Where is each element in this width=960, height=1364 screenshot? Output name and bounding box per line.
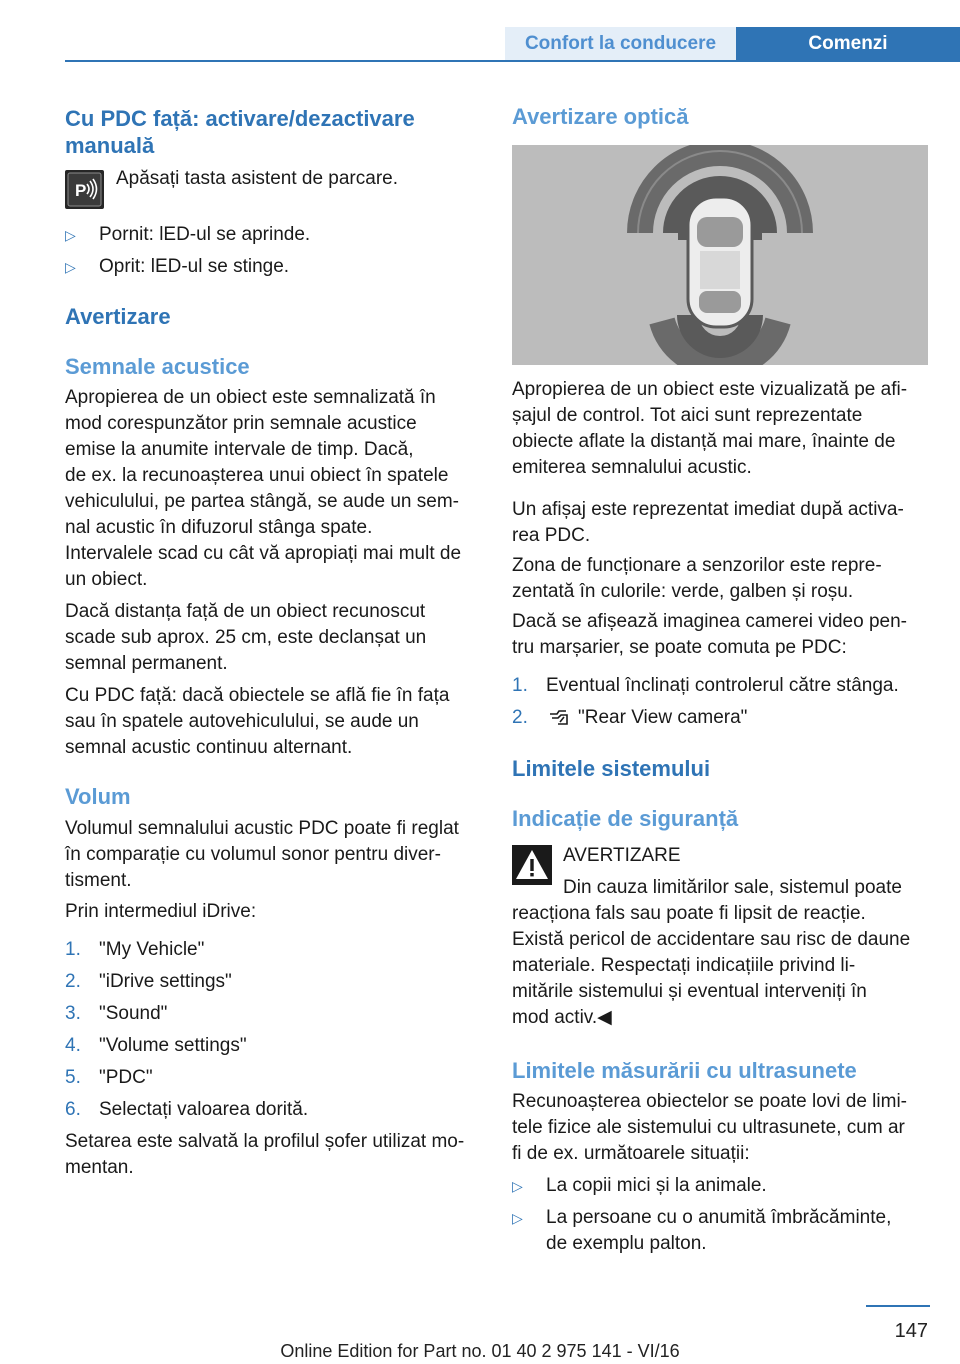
step-text: Eventual înclinați controlerul către stânga. <box>546 675 899 696</box>
parking-assistant-key-icon <box>65 170 104 209</box>
list-item-text <box>546 1205 928 1257</box>
text-line: Apropierea de un obiect este vizualizată pe afi‐ <box>512 379 908 400</box>
pdc-display-illustration <box>512 145 928 365</box>
ultrasound-heading: Limitele măsurării cu ultrasunete <box>512 1058 857 1083</box>
text-line: șajul de control. Tot aici sunt reprezentate <box>512 405 863 426</box>
text-line: Dacă distanța față de un obiect recunoscut <box>65 601 426 622</box>
step-number: 2. <box>512 707 528 728</box>
acoustic-paragraph-1 <box>65 385 480 541</box>
text-line: Cu PDC față: dacă obiectele se află fie în fața <box>65 685 450 706</box>
list-item <box>65 222 480 248</box>
text-line: tisment. <box>65 870 132 891</box>
press-button-text: Apăsați tasta asistent de parcare. <box>116 168 398 189</box>
volume-paragraph-2: Prin intermediul iDrive: <box>65 901 257 922</box>
list-item <box>512 1173 928 1199</box>
optical-paragraph-2 <box>512 497 928 549</box>
text-line: tru marșarier, se poate comuta pe PDC: <box>512 637 847 658</box>
step-text: "Sound" <box>99 1003 168 1024</box>
text-line: Dacă se afișează imaginea camerei video pen‐ <box>512 611 907 632</box>
text-line: Intervalele scad cu cât vă apropiați mai mult de <box>65 543 462 564</box>
optical-paragraph-3 <box>512 553 928 605</box>
text-line: vehiculului, pe partea stângă, se aude un sem‐ <box>65 491 459 512</box>
footer-edition: Online Edition for Part no. 01 40 2 975 141 - VI/16 <box>280 1341 680 1361</box>
text-line: de ex. la recunoașterea unui obiect în spatele <box>65 465 449 486</box>
text-line: mod corespunzător prin semnale acustice <box>65 413 417 434</box>
step-text: "PDC" <box>99 1067 153 1088</box>
camera-menu-icon <box>548 708 570 728</box>
text-line: sau în spatele autovehiculului, se aude un <box>65 711 419 732</box>
warning-label: AVERTIZARE <box>563 845 681 866</box>
pdc-front-heading <box>65 105 480 159</box>
text-line: de exemplu palton. <box>546 1233 707 1254</box>
step-number: 3. <box>65 1003 81 1024</box>
text-line: mitările sistemului și eventual interveniți în <box>512 981 867 1002</box>
text-line: Setarea este salvată la profilul șofer utilizat mo‐ <box>65 1131 465 1152</box>
text-line: mentan. <box>65 1157 134 1178</box>
list-item-text: La copii mici și la animale. <box>546 1175 767 1196</box>
step-number: 4. <box>65 1035 81 1056</box>
text-line: în comparație cu volumul sonor pentru diver‐ <box>65 844 441 865</box>
acoustic-paragraph-3 <box>65 599 480 677</box>
safety-heading: Indicație de siguranță <box>512 806 739 831</box>
text-line: semnal permanent. <box>65 653 228 674</box>
limits-heading: Limitele sistemului <box>512 756 711 781</box>
optical-paragraph-4 <box>512 609 928 661</box>
acoustic-paragraph-2 <box>65 541 480 593</box>
text-line: emise la anumite intervale de timp. Dacă, <box>65 439 414 460</box>
text-line: scade sub aprox. 25 cm, este declanșat un <box>65 627 427 648</box>
text-line: La persoane cu o anumită îmbrăcăminte, <box>546 1207 892 1228</box>
list-item <box>512 1205 928 1257</box>
step-item <box>65 937 480 963</box>
text-line: Există pericol de accidentare sau risc de daune <box>512 929 911 950</box>
text-line: emiterea semnalului acustic. <box>512 457 752 478</box>
step-item <box>65 1065 480 1091</box>
text-line: Volumul semnalului acustic PDC poate fi reglat <box>65 818 459 839</box>
acoustic-heading: Semnale acustice <box>65 354 250 379</box>
step-item <box>65 1097 480 1123</box>
text-line: Zona de funcționare a senzorilor este repre‐ <box>512 555 882 576</box>
step-item <box>512 673 928 699</box>
warning-heading: Avertizare <box>65 304 171 329</box>
list-item-text: Oprit: lED-ul se stinge. <box>99 256 290 277</box>
heading-line: Cu PDC față: activare/dezactivare <box>65 106 415 131</box>
step-number: 1. <box>512 675 528 696</box>
step-text: "iDrive settings" <box>99 971 232 992</box>
page-number: 147 <box>894 1320 928 1342</box>
text-line: mod activ.◀ <box>512 1007 612 1028</box>
heading-line: manuală <box>65 133 155 158</box>
text-line: obiecte aflate la distanță mai mare, înainte de <box>512 431 896 452</box>
header-rule <box>65 60 960 62</box>
optical-paragraph-1 <box>512 377 928 481</box>
svg-text:P: P <box>75 181 87 200</box>
text-line: Apropierea de un obiect este semnalizată în <box>65 387 436 408</box>
step-item <box>65 1033 480 1059</box>
warning-first-line: Din cauza limitărilor sale, sistemul poate <box>563 877 902 898</box>
text-line: fi de ex. următoarele situații: <box>512 1143 750 1164</box>
text-line: rea PDC. <box>512 525 591 546</box>
text-line: Un afișaj este reprezentat imediat după activa‐ <box>512 499 904 520</box>
text-line: reacționa fals sau poate fi lipsit de reacție. <box>512 903 866 924</box>
step-text: "My Vehicle" <box>99 939 205 960</box>
triangle-bullet-icon: ▷ <box>512 1178 523 1194</box>
list-item-text: Pornit: lED-ul se aprinde. <box>99 224 311 245</box>
step-text: "Volume settings" <box>99 1035 247 1056</box>
text-line: tele fizice ale sistemului cu ultrasunete, cum ar <box>512 1117 905 1138</box>
step-number: 1. <box>65 939 81 960</box>
text-line: zentată în culorile: verde, galben și roșu. <box>512 581 854 602</box>
text-line: semnal acustic continuu alternant. <box>65 737 353 758</box>
header-tab-section: Confort la conducere <box>505 27 736 61</box>
triangle-bullet-icon: ▷ <box>65 259 76 275</box>
list-item <box>65 254 480 280</box>
warning-triangle-icon <box>512 845 552 885</box>
step-number: 5. <box>65 1067 81 1088</box>
ultrasound-paragraph <box>512 1089 928 1167</box>
footer-rule <box>866 1305 930 1307</box>
text-line: un obiect. <box>65 569 148 590</box>
acoustic-paragraph-4 <box>65 683 480 761</box>
step-number: 6. <box>65 1099 81 1120</box>
step-item <box>65 1001 480 1027</box>
volume-heading: Volum <box>65 784 131 809</box>
warning-text <box>512 901 928 1031</box>
triangle-bullet-icon: ▷ <box>65 227 76 243</box>
step-text: Selectați valoarea dorită. <box>99 1099 309 1120</box>
step-item <box>512 705 928 731</box>
header-tab-chapter: Comenzi <box>736 27 960 61</box>
triangle-bullet-icon: ▷ <box>512 1210 523 1226</box>
text-line: nal acustic în difuzorul stânga spate. <box>65 517 373 538</box>
step-item <box>65 969 480 995</box>
step-number: 2. <box>65 971 81 992</box>
step-text: "Rear View camera" <box>578 707 748 728</box>
text-line: materiale. Respectați indicațiile privind li‐ <box>512 955 856 976</box>
saved-paragraph <box>65 1129 480 1181</box>
text-line: Recunoașterea obiectelor se poate lovi de limi‐ <box>512 1091 907 1112</box>
optical-heading: Avertizare optică <box>512 104 689 129</box>
volume-paragraph-1 <box>65 816 480 894</box>
